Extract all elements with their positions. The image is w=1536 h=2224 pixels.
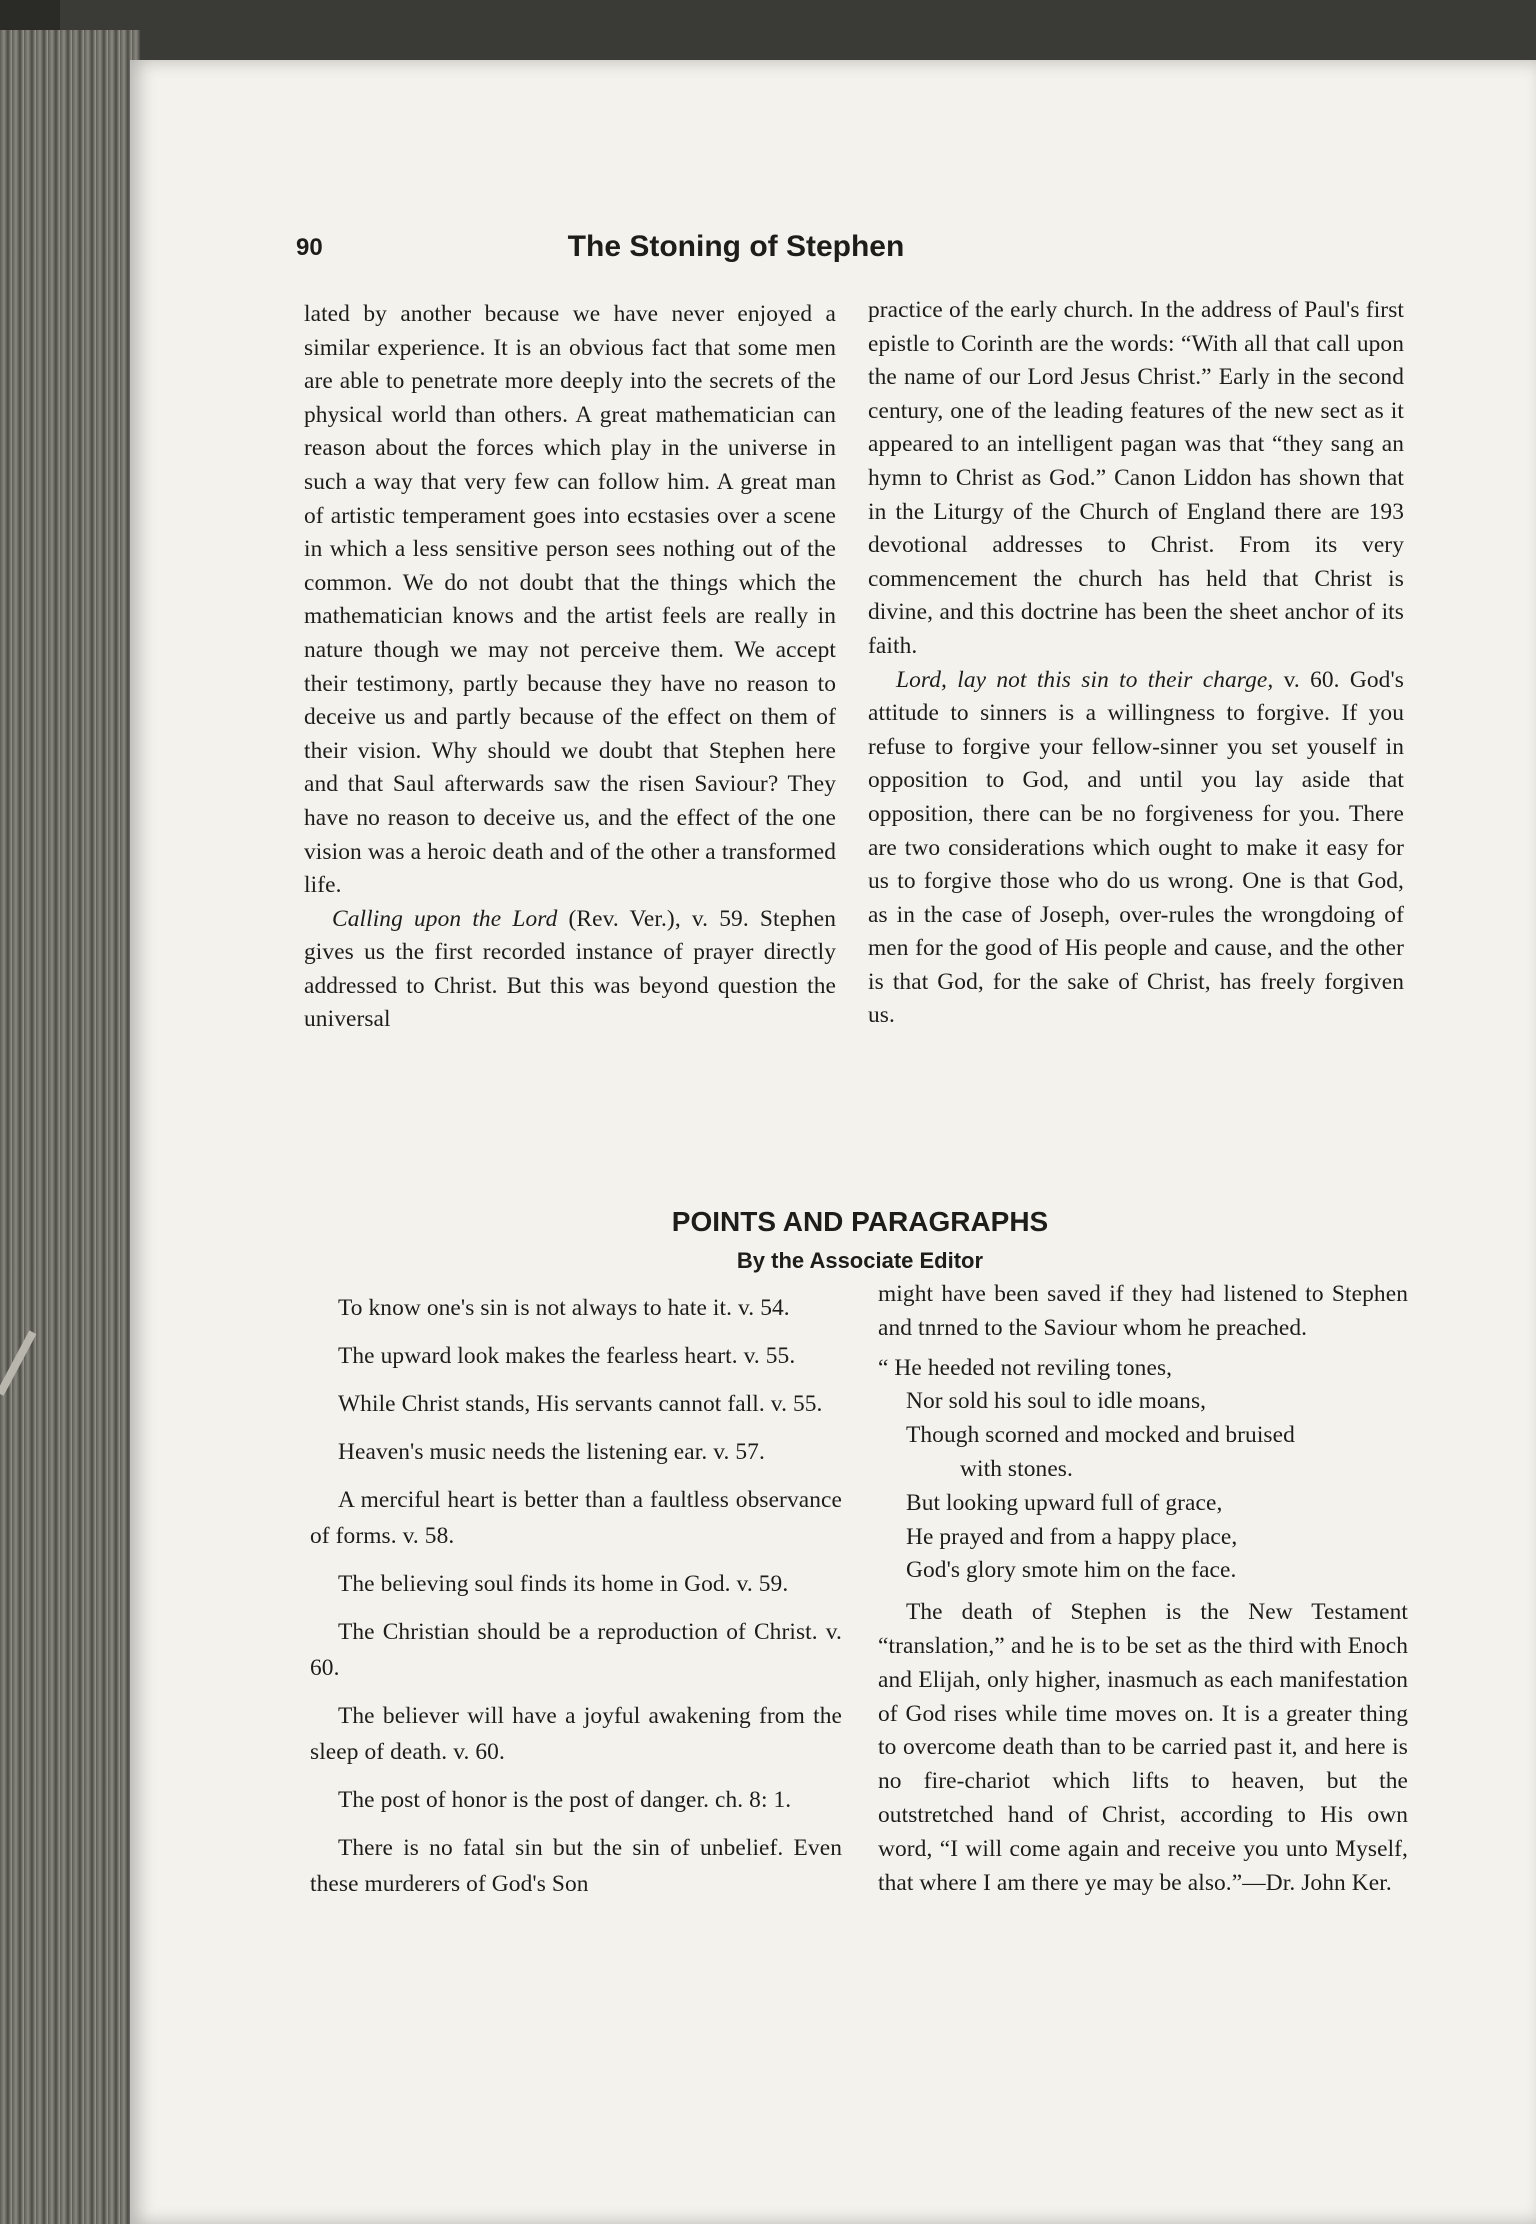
verse-lead: Calling upon the Lord	[332, 905, 558, 932]
point-item: The believing soul finds its home in God. v. 59.	[338, 1571, 789, 1597]
paragraph: The death of Stephen is the New Testament “translation,” and he is to be set as the third with Enoch and Elijah, only higher, inasmuch as each manifestation of God rises while time moves on. It is a greater thing to overcome death than to be carried past it, and here is no fire-chariot which lifts to heaven, but the outstretched hand of Christ, according to His own word, “I will come again and receive you unto Myself, that where I am there ye may be also.”—Dr. John Ker.	[878, 1599, 1408, 1896]
section-byline: By the Associate Editor	[736, 1248, 984, 1273]
points-list	[310, 1290, 842, 1914]
point-item: A merciful heart is better than a faultless observance of forms. v. 58.	[310, 1487, 842, 1549]
paragraph	[304, 903, 836, 1037]
point-item: The believer will have a joyful awakening from the sleep of death. v. 60.	[310, 1703, 842, 1765]
paragraph: lated by another because we have never enjoyed a similar experience. It is an obvious fact that some men are able to penetrate more deeply into the secrets of the physical world than others. A great mathematician can reason about the forces which play in the universe in such a way that very few can follow him. A great man of artistic temperament goes into ecstasies over a scene in which a less sensitive person sees nothing out of the common. We do not doubt that the things which the mathematician knows and the artist feels are really in nature though we may not perceive them. We accept their testimony, partly because they have no reason to deceive us and partly because of the effect on them of their vision. Why should we doubt that Stephen here and that Saul afterwards saw the risen Saviour? They have no reason to deceive us, and the effect of the one vision was a heroic death and of the other a transformed life.	[304, 301, 836, 899]
paragraph	[868, 664, 1404, 1034]
running-title: The Stoning of Stephen	[567, 230, 905, 263]
point-item: While Christ stands, His servants cannot fall. v. 55.	[338, 1391, 823, 1417]
poem-line: He prayed and from a happy place,	[906, 1523, 1238, 1550]
paragraph: practice of the early church. In the address of Paul's first epistle to Corinth are the words: “With all that call upon the name of our Lord Jesus Christ.” Early in the second century, one of the leading features of the new sect as it appeared to an intelligent pagan was that “they sang an hymn to Christ as God.” Canon Liddon has shown that in the Liturgy of the Church of England there are 193 devotional addresses to Christ. From its very commencement the church has held that Christ is divine, and this doctrine has been the sheet anchor of its faith.	[868, 297, 1404, 659]
point-item: Heaven's music needs the listening ear. v. 57.	[338, 1439, 765, 1465]
page-number: 90	[296, 234, 323, 261]
poem-line: Though scorned and mocked and bruised	[906, 1422, 1295, 1449]
poem-line: But looking upward full of grace,	[906, 1489, 1223, 1516]
paragraph-text: (Rev. Ver.), v. 59. Stephen gives us the first recorded instance of prayer directly addressed to Christ. But this was beyond question the universal	[304, 905, 836, 1033]
point-item: There is no fatal sin but the sin of unbelief. Even these murderers of God's Son	[310, 1835, 842, 1897]
book-page-edges	[0, 30, 140, 2224]
right-bottom-column	[878, 1278, 1408, 1900]
point-item: The post of honor is the post of danger. ch. 8: 1.	[338, 1787, 792, 1813]
poem-line: Nor sold his soul to idle moans,	[906, 1388, 1207, 1415]
page-header	[296, 230, 1036, 270]
right-column	[868, 294, 1404, 1033]
paragraph-text: v. 60. God's attitude to sinners is a willingness to forgive. If you refuse to forgive your fellow-sinner you set youself in opposition to God, and until you lay aside that opposition, there can be no forgiveness for you. There are two considerations which ought to make it easy for us to forgive those who do us wrong. One is that God, as in the case of Joseph, over-rules the wrongdoing of men for the good of His people and cause, and the other is that God, for the sake of Christ, has freely forgiven us.	[868, 666, 1404, 1029]
poem	[878, 1352, 1408, 1589]
point-item: The Christian should be a reproduction of Christ. v. 60.	[310, 1619, 842, 1681]
left-column	[304, 298, 836, 1037]
point-item: To know one's sin is not always to hate it. v. 54.	[338, 1295, 790, 1321]
poem-line: with stones.	[960, 1455, 1073, 1482]
verse-lead: Lord, lay not this sin to their charge,	[896, 666, 1274, 693]
point-item: The upward look makes the fearless heart. v. 55.	[338, 1343, 796, 1369]
paragraph: might have been saved if they had listened to Stephen and tnrned to the Saviour whom he preached.	[878, 1281, 1408, 1341]
section-title: POINTS AND PARAGRAPHS	[671, 1206, 1049, 1237]
poem-line: God's glory smote him on the face.	[906, 1557, 1237, 1584]
poem-line: “ He heeded not reviling tones,	[878, 1354, 1173, 1381]
